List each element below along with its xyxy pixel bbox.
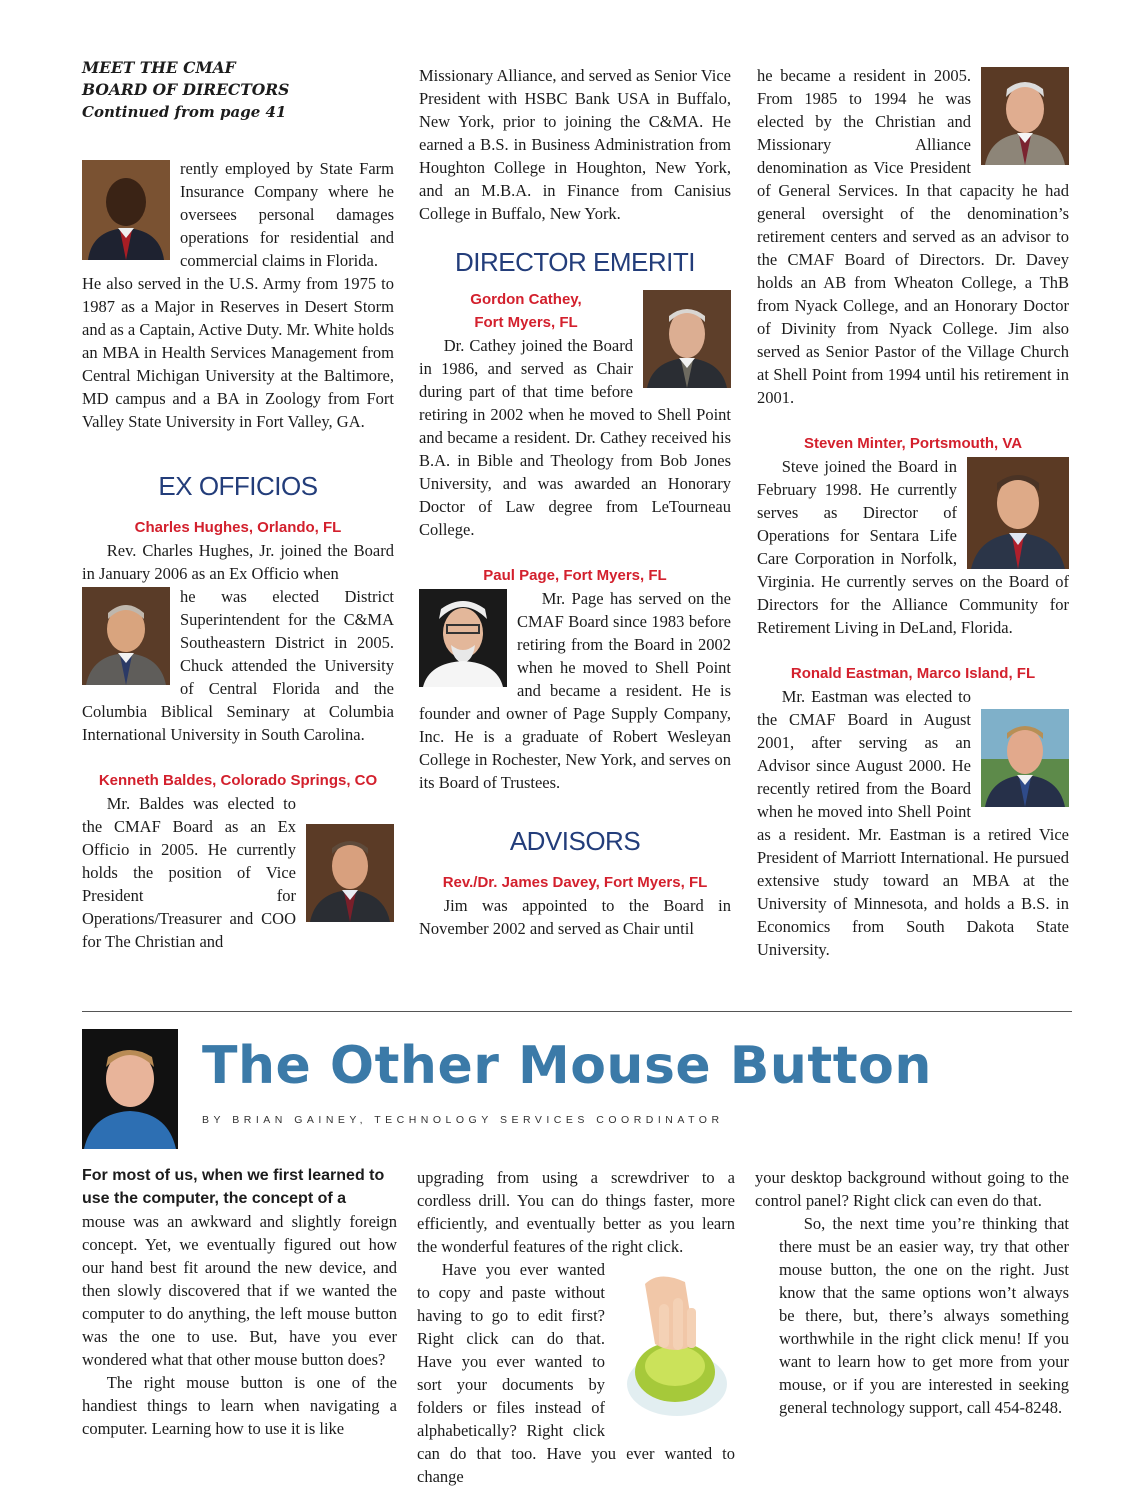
article-col2-text2: Have you ever wanted to copy and paste without having to go to edit first? Right click can do that. Have you ever wanted to sort your documents by folders or files instead of alphabetically? Right click can do that too. Have you ever wanted to change bbox=[417, 1260, 735, 1486]
minter-name: Steven Minter, Portsmouth, VA bbox=[803, 435, 1023, 452]
baldes-text: Mr. Baldes was elected to the CMAF Board as an Ex Officio in 2005. He currently holds the position of Vice President for Operations/Treasurer and COO for The Christian and bbox=[82, 794, 296, 951]
davey-name: Rev./Dr. James Davey, Fort Myers, FL bbox=[442, 874, 708, 891]
white-bio-text2: He also served in the U.S. Army from 1975 to 1987 as a Major in Reserves in Desert Storm and as a Captain, Active Duty. Mr. White holds an MBA in Health Services Management from Central Michigan University at the Baltimore, MD campus and a BA in Zoology from Fort Valley State University in Fort Valley, GA. bbox=[82, 274, 394, 431]
hughes-text2: he was elected District Superintendent for the C&MA Southeastern District in 2005. Chuck attended the University of Central Florida and the Columbia Biblical Seminary at Columbia International University in South Carolina. bbox=[82, 587, 394, 744]
column-1 bbox=[82, 157, 394, 953]
kicker-line2: BOARD OF DIRECTORS bbox=[82, 80, 290, 99]
cathey-name-line2: Fort Myers, FL bbox=[474, 314, 578, 331]
photo-davey-portrait bbox=[981, 67, 1069, 165]
photo-eastman-portrait bbox=[981, 709, 1069, 807]
kicker-continued: Continued from page 41 bbox=[82, 103, 287, 121]
director-emeriti-heading: DIRECTOR EMERITI bbox=[455, 247, 695, 277]
article-byline: BY BRIAN GAINEY, TECHNOLOGY SERVICES COORDINATOR bbox=[202, 1114, 724, 1126]
article-column-3 bbox=[755, 1166, 1069, 1419]
continued-kicker bbox=[82, 57, 382, 123]
page-name: Paul Page, Fort Myers, FL bbox=[483, 567, 667, 584]
photo-baldes-portrait bbox=[306, 824, 394, 922]
article-col3-text2: So, the next time you’re thinking that there must be an easier way, try that other mouse button, the one on the right. Just know that the same options won’t always be there, but, there’s always something worthwhile in the right click menu! If you want to learn how to get more from your mouse, or if you are interested in seeking general technology support, call 454-8248. bbox=[779, 1214, 1069, 1417]
cathey-name-line1: Gordon Cathey, bbox=[470, 291, 582, 308]
advisors-heading: ADVISORS bbox=[509, 826, 641, 856]
baldes-name: Kenneth Baldes, Colorado Springs, CO bbox=[98, 772, 378, 789]
photo-author-portrait bbox=[82, 1029, 178, 1149]
article-column-1 bbox=[82, 1164, 397, 1440]
article-col2-text1: upgrading from using a screwdriver to a cordless drill. You can do things faster, more efficiently, and eventually better as you learn the wonderful features of the right click. bbox=[417, 1168, 735, 1256]
article-col1-text2: The right mouse button is one of the handiest things to learn when navigating a computer. Learning how to use it is like bbox=[82, 1373, 397, 1438]
column-2 bbox=[419, 64, 731, 940]
mouse-hand-image bbox=[615, 1264, 745, 1424]
article-col1-text1: mouse was an awkward and slightly foreign concept. Yet, we eventually figured out how our hand best fit around the new device, and then slowly discovered that if we wanted the computer to do anything, the left mouse button was the one to use. But, have you ever wondered what that other mouse button does? bbox=[82, 1212, 397, 1369]
column-3 bbox=[757, 64, 1069, 961]
article-title: The Other Mouse Button bbox=[202, 1036, 932, 1096]
article-lead: For most of us, when we first learned to use the computer, the concept of a bbox=[82, 1167, 385, 1207]
cathey-text: Dr. Cathey joined the Board in 1986, and served as Chair during part of that time before retiring in 2002 when he moved to Shell Point and became a resident. Dr. Cathey received his B.A. in Bible and Theology from Bob Jones University, and was awarded an Honorary Doctor of Law degree from LeTourneau College. bbox=[419, 336, 731, 539]
page-text: Mr. Page has served on the CMAF Board since 1983 before retiring from the Board in 2002 when he moved to Shell Point and became a resident. He is founder and owner of Page Supply Company, Inc. He is a graduate of Robert Wesleyan College in Rochester, New York, and serves on its Board of Trustees. bbox=[419, 589, 731, 792]
white-bio-text1: rently employed by State Farm Insurance Company where he oversees personal damages operations for residential and commercial claims in Florida. bbox=[180, 159, 394, 270]
kicker-line1: MEET THE CMAF bbox=[82, 58, 236, 77]
photo-white-portrait bbox=[82, 160, 170, 260]
photo-cathey-portrait bbox=[643, 290, 731, 388]
eastman-name: Ronald Eastman, Marco Island, FL bbox=[790, 665, 1036, 682]
photo-hughes-portrait bbox=[82, 587, 170, 685]
article-col3-text1: your desktop background without going to the control panel? Right click can even do that. bbox=[755, 1168, 1069, 1210]
baldes-cont-text: Missionary Alliance, and served as Senior Vice President with HSBC Bank USA in Buffalo, New York, prior to joining the C&MA. He earned a B.S. in Business Administration from Houghton College in Houghton, New York, and an M.B.A. in Finance from Canisius College in Buffalo, New York. bbox=[419, 66, 731, 223]
eastman-text: Mr. Eastman was elected to the CMAF Board in August 2001, after serving as an Advisor since August 2000. He recently retired from the Board when he moved into Shell Point as a resident. Mr. Eastman is a retired Vice President of Marriott International. He pursued extensive study toward an MBA at the University of Minnesota, and holds a B.S. in Economics from South Dakota State University. bbox=[757, 687, 1069, 959]
photo-minter-portrait bbox=[967, 457, 1069, 569]
ex-officios-heading: EX OFFICIOS bbox=[158, 471, 318, 501]
photo-page-portrait bbox=[419, 589, 507, 687]
article-column-2 bbox=[417, 1166, 735, 1488]
davey-text: Jim was appointed to the Board in November 2002 and served as Chair until bbox=[419, 896, 731, 938]
hughes-name: Charles Hughes, Orlando, FL bbox=[134, 519, 342, 536]
section-divider bbox=[82, 1011, 1072, 1012]
minter-text: Steve joined the Board in February 1998. He currently serves as Director of Operations for Sentara Life Care Corporation in Norfolk, Virginia. He currently serves on the Board of Directors for the Alliance Community for Retirement Living in DeLand, Florida. bbox=[757, 457, 1069, 637]
hughes-text1: Rev. Charles Hughes, Jr. joined the Board in January 2006 as an Ex Officio when bbox=[82, 541, 394, 583]
davey-cont-text: he became a resident in 2005. From 1985 to 1994 he was elected by the Christian and Missionary Alliance denomination as Vice President of General Services. In that capacity he had general oversight of the denomination’s retirement centers and served as an advisor to the CMAF Board of Directors. Dr. Davey holds an AB from Wheaton College, a ThB from Nyack College, and an Honorary Doctor of Divinity from Nyack College. Jim also served as Senior Pastor of the Village Church at Shell Point from 1994 until his retirement in 2001. bbox=[757, 66, 1069, 407]
